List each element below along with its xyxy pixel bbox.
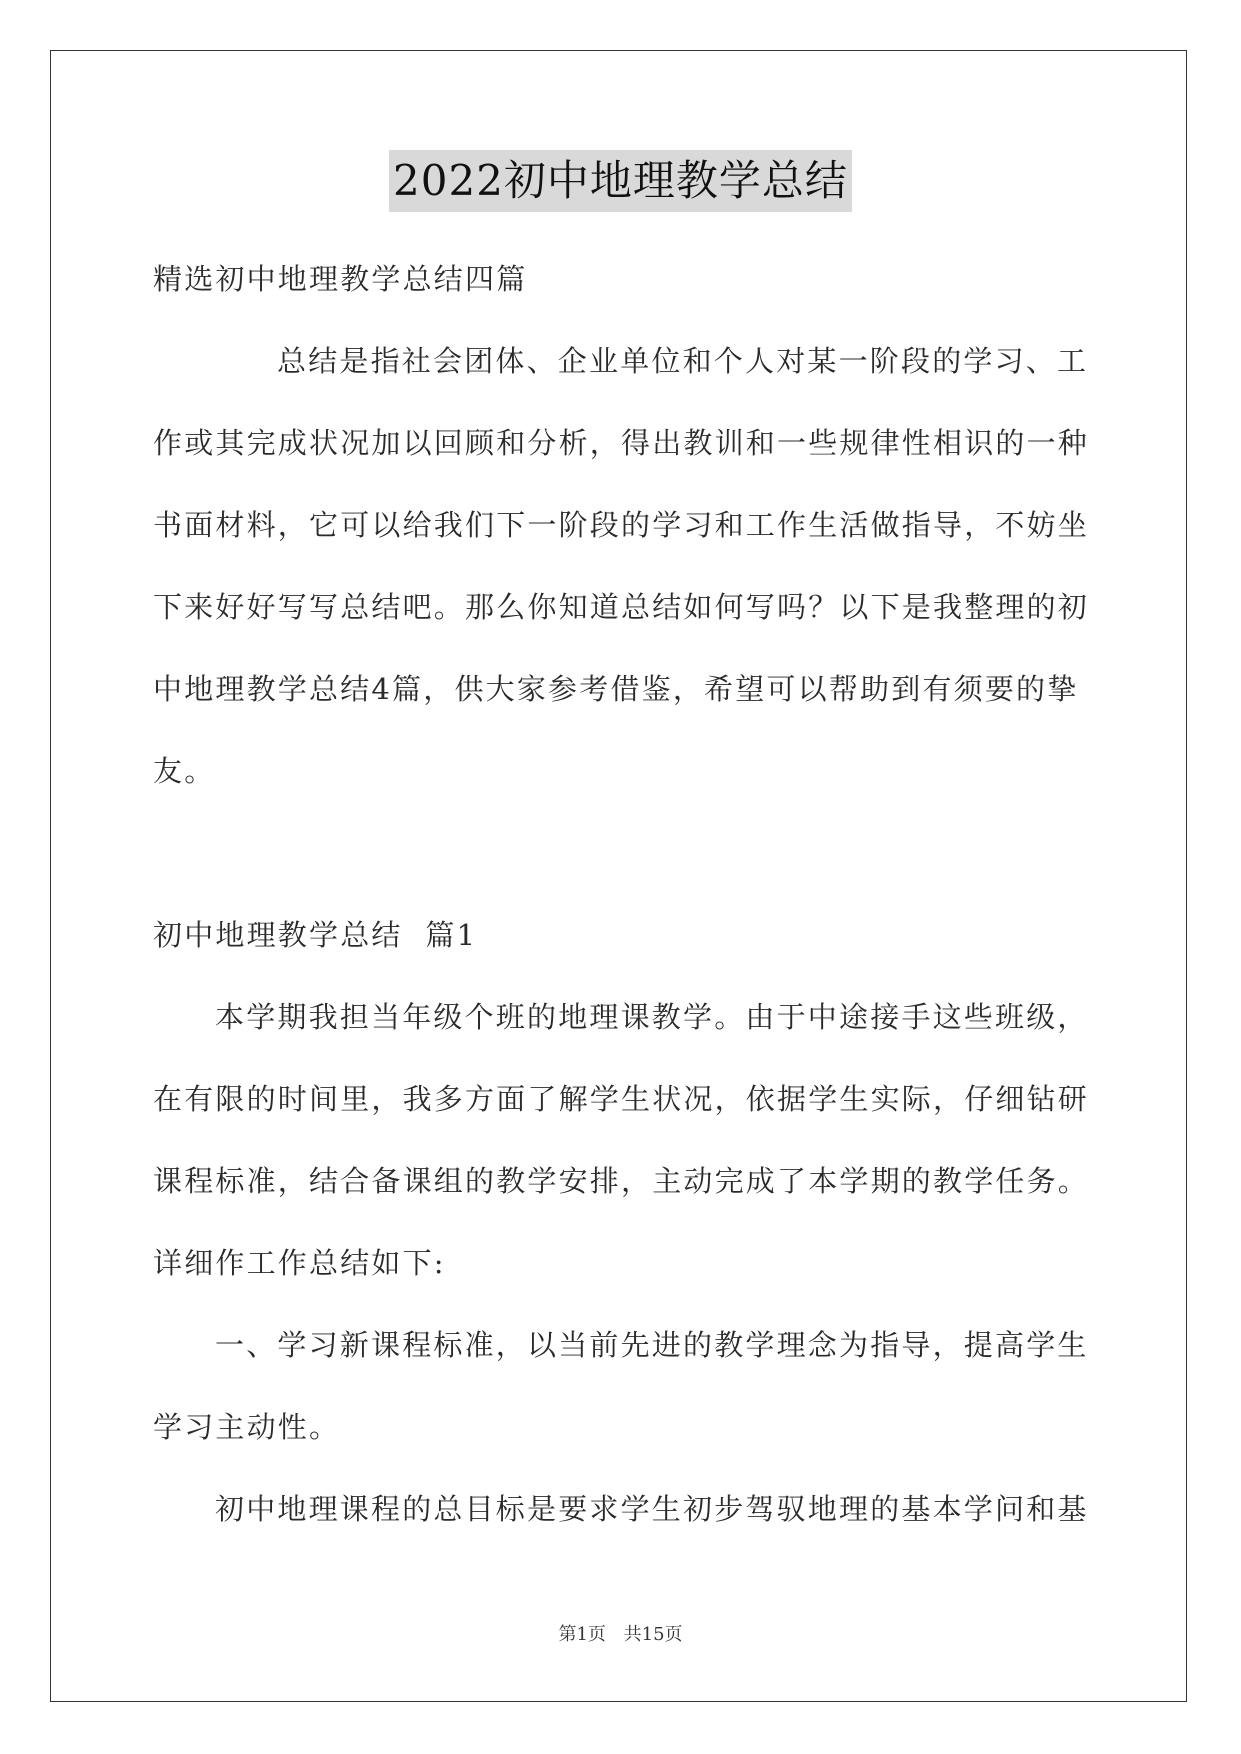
intro-line: 总结是指社会团体、企业单位和个人对某一阶段的学习、工 — [277, 344, 1089, 378]
page-footer — [0, 1620, 1241, 1646]
section-paragraph-line: 课程标准，结合备课组的教学安排，主动完成了本学期的教学任务。 — [153, 1164, 1090, 1198]
section-paragraph-line: 一、学习新课程标准，以当前先进的教学理念为指导，提高学生 — [215, 1328, 1089, 1362]
section-paragraph-line: 学习主动性。 — [153, 1410, 341, 1444]
section-paragraph-line: 本学期我担当年级个班的地理课教学。由于中途接手这些班级， — [215, 1000, 1089, 1034]
current-page-label: 第1页 — [558, 1624, 606, 1645]
intro-line: 下来好好写写总结吧。那么你知道总结如何写吗？以下是我整理的初 — [153, 590, 1090, 624]
intro-line: 书面材料，它可以给我们下一阶段的学习和工作生活做指导，不妨坐 — [153, 508, 1090, 542]
section-paragraph-line: 详细作工作总结如下: — [153, 1246, 446, 1280]
section-heading: 初中地理教学总结 篇1 — [153, 918, 478, 952]
document-subtitle: 精选初中地理教学总结四篇 — [153, 262, 528, 296]
intro-line: 友。 — [153, 754, 216, 788]
total-pages-label: 共15页 — [623, 1624, 683, 1645]
document-body — [153, 238, 1091, 1550]
intro-line: 中地理教学总结4篇，供大家参考借鉴，希望可以帮助到有须要的挚 — [153, 672, 1079, 706]
paragraph-gap — [153, 812, 1091, 894]
title-wrap — [0, 150, 1241, 212]
section-paragraph-line: 初中地理课程的总目标是要求学生初步驾驭地理的基本学问和基 — [215, 1492, 1089, 1526]
intro-line: 作或其完成状况加以回顾和分析，得出教训和一些规律性相识的一种 — [153, 426, 1090, 460]
section-paragraph-line: 在有限的时间里，我多方面了解学生状况，依据学生实际，仔细钻研 — [153, 1082, 1090, 1116]
document-title: 2022初中地理教学总结 — [389, 150, 852, 212]
